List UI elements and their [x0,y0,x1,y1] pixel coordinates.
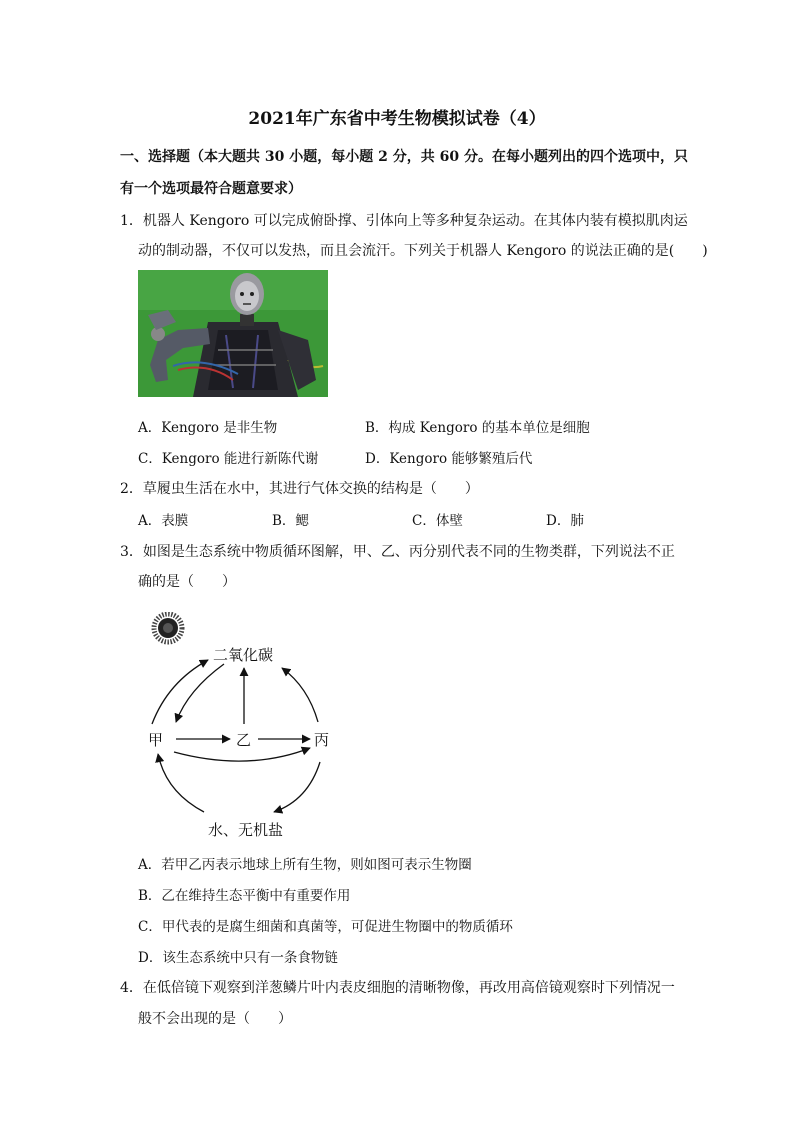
robot-kengoro-photo [138,270,328,397]
arrow-co2-to-jia [176,664,224,722]
q3-option-c: C．甲代表的是腐生细菌和真菌等，可促进生物圈中的物质循环 [138,919,513,935]
sun-icon [154,614,182,642]
page-title: 2021年广东省中考生物模拟试卷（4） [248,109,546,129]
label-jia: 甲 [148,731,164,749]
arrow-bing-to-co2 [282,668,318,722]
label-water-salt: 水、无机盐 [208,821,284,839]
section-heading-line2: 有一个选项最符合题意要求） [120,181,302,197]
section-heading-line1: 一、选择题（本大题共 30 小题，每小题 2 分，共 60 分。在每小题列出的四个选项中，只 [120,149,688,165]
q2-stem: 2．草履虫生活在水中，其进行气体交换的结构是（ ） [120,481,479,497]
q2-option-d: D．肺 [546,513,584,529]
arrow-bing-to-water [274,762,320,812]
q2-option-b: B．鳃 [272,513,309,529]
q1-option-c: C．Kengoro 能进行新陈代谢 [138,451,319,467]
q3-option-b: B．乙在维持生态平衡中有重要作用 [138,888,351,904]
label-yi: 乙 [236,731,252,749]
arrow-jia-to-bing [174,748,310,761]
q1-stem-line2: 动的制动器，不仅可以发热，而且会流汗。下列关于机器人 Kengoro 的说法正确的是( ) [138,243,708,259]
material-cycle-diagram [138,612,358,844]
q1-option-a: A．Kengoro 是非生物 [138,420,278,436]
q4-stem-line1: 4．在低倍镜下观察到洋葱鳞片叶内表皮细胞的清晰物像，再改用高倍镜观察时下列情况一 [120,980,675,996]
q1-option-d: D．Kengoro 能够繁殖后代 [365,451,533,467]
q4-stem-line2: 般不会出现的是（ ） [138,1011,292,1027]
arrow-water-to-jia [158,754,204,812]
q1-stem-line1: 1．机器人 Kengoro 可以完成俯卧撑、引体向上等多种复杂运动。在其体内装有模拟肌肉运 [120,213,688,229]
q3-stem-line2: 确的是（ ） [138,574,236,590]
arrow-jia-to-co2 [152,660,208,724]
robot-illustration [138,270,328,397]
q3-option-d: D．该生态系统中只有一条食物链 [138,950,338,966]
q2-option-a: A．表膜 [138,513,189,529]
q3-stem-line1: 3．如图是生态系统中物质循环图解，甲、乙、丙分别代表不同的生物类群，下列说法不正 [120,544,675,560]
q1-option-b: B．构成 Kengoro 的基本单位是细胞 [365,420,590,436]
label-co2: 二氧化碳 [213,646,274,664]
q3-option-a: A．若甲乙丙表示地球上所有生物，则如图可表示生物圈 [138,857,472,873]
label-bing: 丙 [314,731,330,749]
q2-option-c: C．体壁 [412,513,463,529]
